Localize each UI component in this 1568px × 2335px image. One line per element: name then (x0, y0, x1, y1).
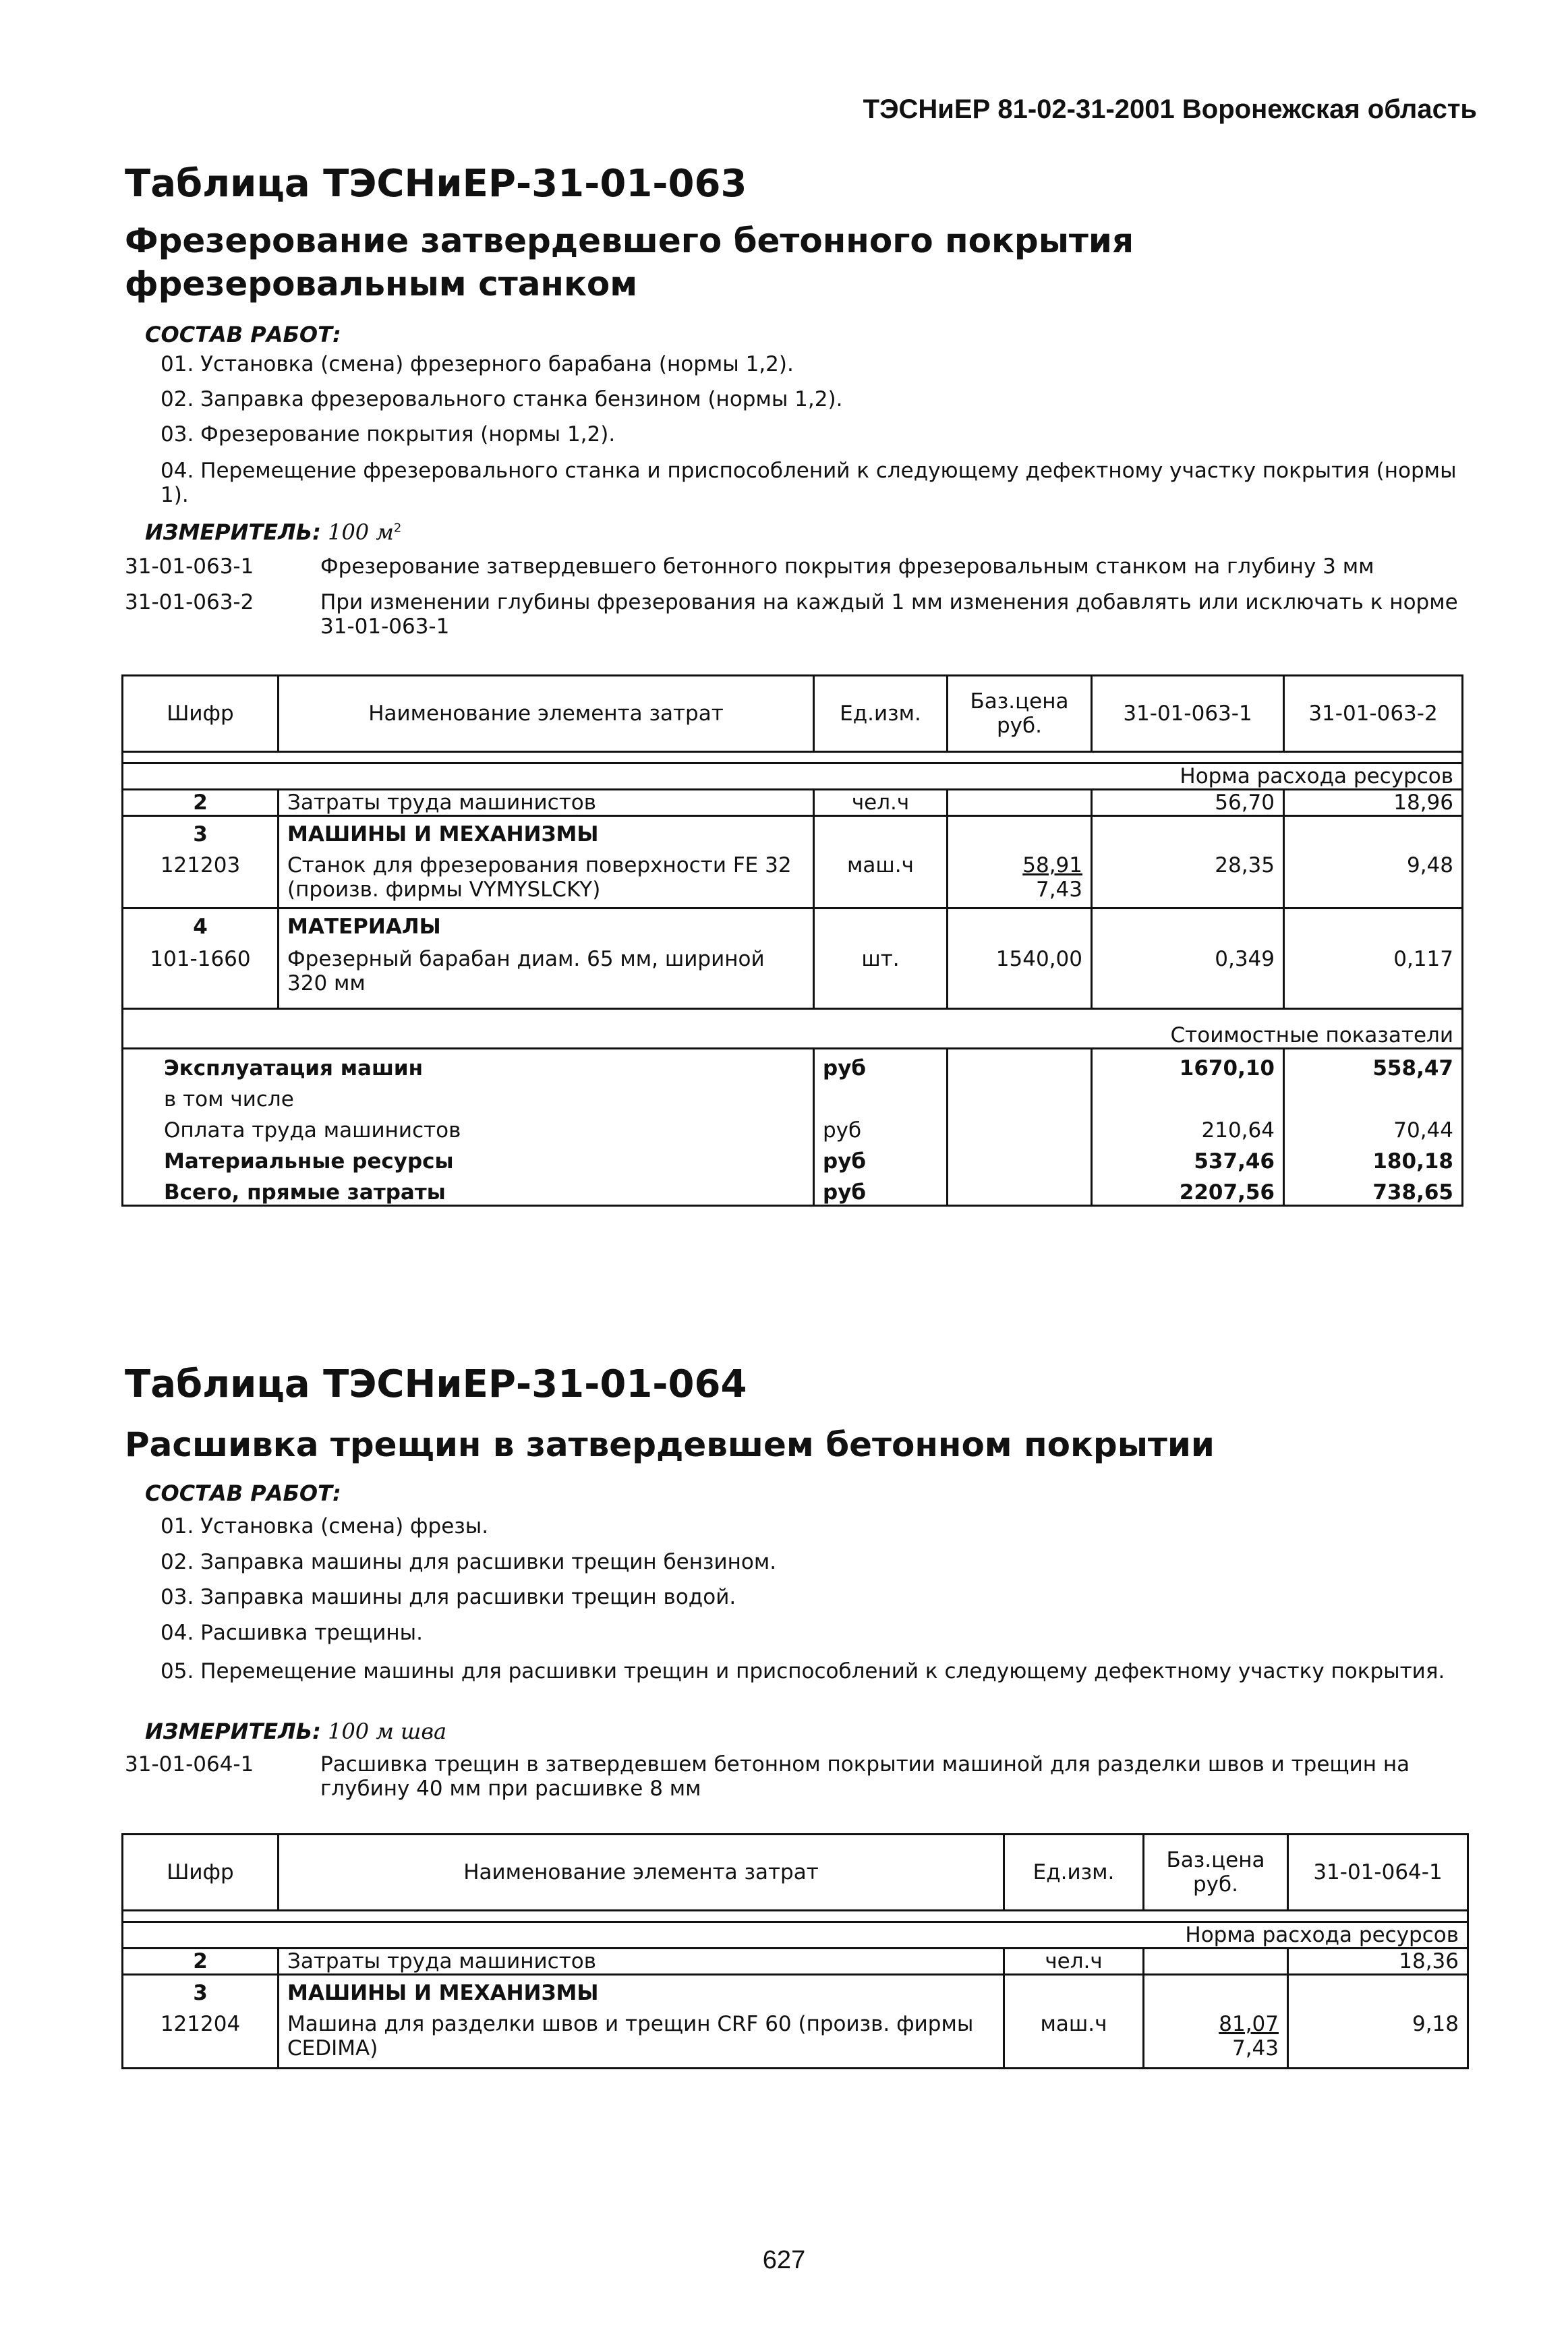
table-subtitle (125, 1423, 1215, 1466)
col-header: Шифр (123, 676, 279, 752)
cost-value: 1670,10 (1092, 1049, 1284, 1081)
work-item: 02. Заправка фрезеровального станка бензином (нормы 1,2). (161, 387, 843, 411)
table-row (123, 1975, 1468, 2006)
cost-unit: руб (814, 1049, 948, 1081)
col-header: 31-01-064-1 (1288, 1835, 1468, 1911)
group-name: МАШИНЫ И МЕХАНИЗМЫ (279, 1975, 1004, 2006)
group-name: МАТЕРИАЛЫ (279, 909, 814, 940)
row-value: 9,18 (1288, 2005, 1468, 2069)
table-row (123, 1949, 1468, 1975)
cost-name: Всего, прямые затраты (123, 1174, 814, 1206)
cost-row (123, 1112, 1463, 1143)
row-unit: чел.ч (814, 790, 948, 816)
row-price: 58,91 (1022, 853, 1082, 877)
table-title: Таблица ТЭСНиЕР-31-01-064 (125, 1362, 747, 1406)
row-code: 121203 (123, 846, 279, 909)
cost-unit: руб (814, 1174, 948, 1206)
measure (145, 1719, 446, 1744)
cost-row (123, 1049, 1463, 1081)
subtitle-line: Расшивка трещин в затвердевшем бетонном покрытии (125, 1425, 1215, 1464)
page-number: 627 (762, 2246, 806, 2274)
measure-label: ИЗМЕРИТЕЛЬ: (145, 1719, 321, 1744)
row-value: 18,36 (1288, 1949, 1468, 1975)
cost-row (123, 1174, 1463, 1206)
running-header: ТЭСНиЕР 81-02-31-2001 Воронежская область (863, 94, 1477, 124)
row-name: Машина для разделки швов и трещин CRF 60 (произв. фирмы CEDIMA) (279, 2005, 1004, 2069)
table-title: Таблица ТЭСНиЕР-31-01-063 (125, 162, 747, 206)
col-header: Наименование элемента затрат (279, 676, 814, 752)
work-item: 03. Заправка машины для расшивки трещин водой. (161, 1585, 736, 1609)
cost-row (123, 1080, 1463, 1112)
norm-label: Норма расхода ресурсов (123, 1922, 1468, 1949)
row-unit: маш.ч (1004, 2005, 1144, 2069)
measure (145, 519, 401, 545)
cost-value: 738,65 (1284, 1174, 1463, 1206)
row-name: Затраты труда машинистов (279, 1949, 1004, 1975)
cost-unit: руб (814, 1143, 948, 1174)
table-row (123, 939, 1463, 1009)
row-value: 0,117 (1284, 939, 1463, 1009)
row-value: 28,35 (1092, 846, 1284, 909)
group-num: 3 (123, 816, 279, 847)
work-item: 04. Перемещение фрезеровального станка и приспособлений к следующему дефектному участку покрытия (нормы 1). (161, 459, 1457, 507)
table-row (123, 2005, 1468, 2069)
col-header: 31-01-063-1 (1092, 676, 1284, 752)
col-header: Баз.цена руб. (1144, 1835, 1288, 1911)
col-header: Наименование элемента затрат (279, 1835, 1004, 1911)
work-item: 04. Расшивка трещины. (161, 1621, 423, 1645)
work-item: 01. Установка (смена) фрезерного барабана (нормы 1,2). (161, 352, 794, 376)
norm-code: 31-01-063-1 (125, 554, 254, 579)
norm-description: Фрезерование затвердевшего бетонного покрытия фрезеровальным станком на глубину 3 мм (320, 554, 1374, 579)
col-header: Ед.изм. (814, 676, 948, 752)
measure-sup: 2 (393, 521, 402, 536)
table-row (123, 846, 1463, 909)
row-value: 9,48 (1284, 846, 1463, 909)
resource-table (121, 1833, 1469, 2069)
resource-table (121, 674, 1463, 1207)
work-item: 03. Фрезерование покрытия (нормы 1,2). (161, 422, 616, 446)
cost-name: в том числе (123, 1080, 814, 1112)
row-unit: шт. (814, 939, 948, 1009)
cost-value: 180,18 (1284, 1143, 1463, 1174)
cost-name: Эксплуатация машин (123, 1049, 814, 1081)
works-label: СОСТАВ РАБОТ: (145, 322, 341, 347)
subtitle-line: Фрезерование затвердевшего бетонного покрытия (125, 221, 1134, 260)
col-header: Ед.изм. (1004, 1835, 1144, 1911)
group-num: 4 (123, 909, 279, 940)
cost-value: 2207,56 (1092, 1174, 1284, 1206)
norm-description: Расшивка трещин в затвердевшем бетонном покрытии машиной для разделки швов и трещин на глубину 40 мм при расшивке 8 мм (320, 1752, 1410, 1801)
row-name: Станок для фрезерования поверхности FE 32 (произв. фирмы VYMYSLCKY) (279, 846, 814, 909)
row-code: 101-1660 (123, 939, 279, 1009)
cost-name: Материальные ресурсы (123, 1143, 814, 1174)
group-name: МАШИНЫ И МЕХАНИЗМЫ (279, 816, 814, 847)
norm-description: При изменении глубины фрезерования на каждый 1 мм изменения добавлять или исключать к норме 31-01-063-1 (320, 590, 1458, 639)
work-item: 05. Перемещение машины для расшивки трещин и приспособлений к следующему дефектному участку покрытия. (161, 1659, 1445, 1683)
cost-value: 70,44 (1284, 1112, 1463, 1143)
row-num: 2 (123, 790, 279, 816)
table-subtitle (125, 219, 1134, 306)
row-price-secondary: 7,43 (1035, 877, 1082, 902)
group-num: 3 (123, 1975, 279, 2006)
row-value: 18,96 (1284, 790, 1463, 816)
norm-code: 31-01-063-2 (125, 590, 254, 614)
col-header: 31-01-063-2 (1284, 676, 1463, 752)
row-name: Затраты труда машинистов (279, 790, 814, 816)
measure-label: ИЗМЕРИТЕЛЬ: (145, 519, 321, 545)
row-value: 0,349 (1092, 939, 1284, 1009)
cost-value: 558,47 (1284, 1049, 1463, 1081)
cost-name: Оплата труда машинистов (123, 1112, 814, 1143)
works-label: СОСТАВ РАБОТ: (145, 1480, 341, 1506)
norm-code: 31-01-064-1 (125, 1752, 254, 1777)
cost-label: Стоимостные показатели (123, 1009, 1463, 1049)
col-header: Баз.цена руб. (948, 676, 1092, 752)
measure-value: 100 м шва (328, 1719, 447, 1744)
cost-row (123, 1143, 1463, 1174)
row-num: 2 (123, 1949, 279, 1975)
measure-value: 100 м (328, 519, 394, 545)
work-item: 02. Заправка машины для расшивки трещин бензином. (161, 1550, 777, 1574)
row-value: 56,70 (1092, 790, 1284, 816)
row-price: 81,07 (1219, 2012, 1279, 2036)
table-row (123, 909, 1463, 940)
row-name: Фрезерный барабан диам. 65 мм, шириной 320 мм (279, 939, 814, 1009)
col-header: Шифр (123, 1835, 279, 1911)
cost-value: 537,46 (1092, 1143, 1284, 1174)
table-row (123, 790, 1463, 816)
cost-value: 210,64 (1092, 1112, 1284, 1143)
norm-label: Норма расхода ресурсов (123, 763, 1463, 790)
cost-unit: руб (814, 1112, 948, 1143)
subtitle-line: фрезеровальным станком (125, 264, 638, 304)
row-price-secondary: 7,43 (1231, 2036, 1279, 2060)
table-row (123, 816, 1463, 847)
row-unit: чел.ч (1004, 1949, 1144, 1975)
row-unit: маш.ч (814, 846, 948, 909)
row-price: 1540,00 (948, 939, 1092, 1009)
work-item: 01. Установка (смена) фрезы. (161, 1514, 489, 1538)
row-code: 121204 (123, 2005, 279, 2069)
